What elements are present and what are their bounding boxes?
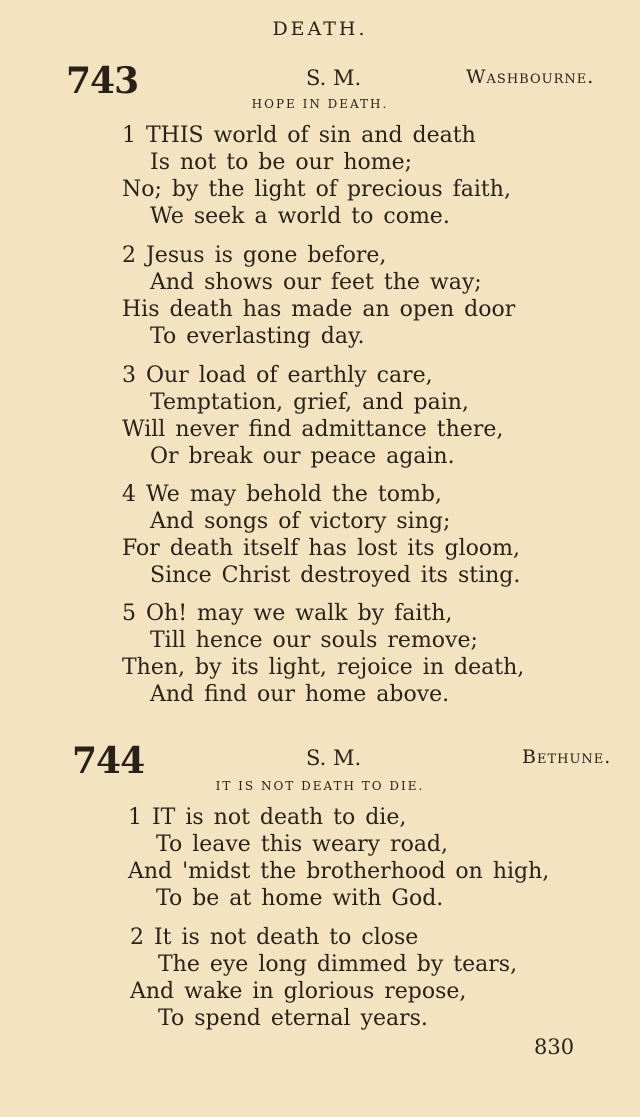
stanza-line: And songs of victory sing;: [150, 509, 451, 534]
stanza-line: No; by the light of precious faith,: [122, 177, 511, 202]
stanza-line: 3 Our load of earthly care,: [122, 363, 433, 388]
stanza-line: 2 Jesus is gone before,: [122, 243, 387, 268]
hymn-744-header: [0, 740, 640, 780]
stanza-line: And wake in glorious repose,: [130, 979, 467, 1004]
stanza-line: Is not to be our home;: [150, 150, 413, 175]
stanza-line: To spend eternal years.: [158, 1006, 428, 1031]
stanza: [130, 924, 517, 1032]
stanza-line: 1 IT is not death to die,: [128, 805, 407, 830]
stanza-line: 5 Oh! may we walk by faith,: [122, 601, 453, 626]
stanza: [128, 804, 549, 912]
stanza: [122, 242, 515, 350]
stanza-line: To be at home with God.: [156, 886, 444, 911]
hymn-subtitle: IT IS NOT DEATH TO DIE.: [215, 779, 425, 793]
hymn-tune: Bethune.: [522, 746, 612, 768]
stanza-line: To leave this weary road,: [156, 832, 449, 857]
hymn-meter: S. M.: [306, 746, 362, 770]
stanza-line: The eye long dimmed by tears,: [158, 952, 518, 977]
stanza-line: 2 It is not death to close: [130, 925, 419, 950]
stanza-line: 1 THIS world of sin and death: [122, 123, 476, 148]
stanza-line: To everlasting day.: [150, 324, 365, 349]
hymn-tune: Washbourne.: [466, 66, 595, 88]
stanza-line: And find our home above.: [150, 682, 450, 707]
running-head: DEATH.: [272, 18, 368, 40]
stanza-line: His death has made an open door: [122, 297, 516, 322]
hymn-number: 744: [72, 740, 145, 782]
stanza-line: 4 We may behold the tomb,: [122, 482, 442, 507]
stanza-line: Or break our peace again.: [150, 444, 455, 469]
stanza: [122, 600, 524, 708]
stanza: [122, 122, 511, 230]
stanza-line: Till hence our souls remove;: [150, 628, 478, 653]
hymn-number: 743: [66, 60, 139, 102]
hymn-subtitle: HOPE IN DEATH.: [251, 97, 389, 111]
stanza-line: And shows our feet the way;: [150, 270, 482, 295]
page-number: 830: [534, 1035, 575, 1059]
hymn-meter: S. M.: [306, 66, 362, 90]
stanza-line: Since Christ destroyed its sting.: [150, 563, 521, 588]
stanza-line: Temptation, grief, and pain,: [150, 390, 469, 415]
stanza-line: Then, by its light, rejoice in death,: [122, 655, 525, 680]
hymn-743-header: [0, 60, 640, 100]
stanza-line: We seek a world to come.: [150, 204, 450, 229]
stanza-line: For death itself has lost its gloom,: [122, 536, 520, 561]
stanza-line: Will never find admittance there,: [122, 417, 504, 442]
stanza-line: And 'midst the brotherhood on high,: [128, 859, 550, 884]
stanza: [122, 362, 503, 470]
stanza: [122, 481, 520, 589]
